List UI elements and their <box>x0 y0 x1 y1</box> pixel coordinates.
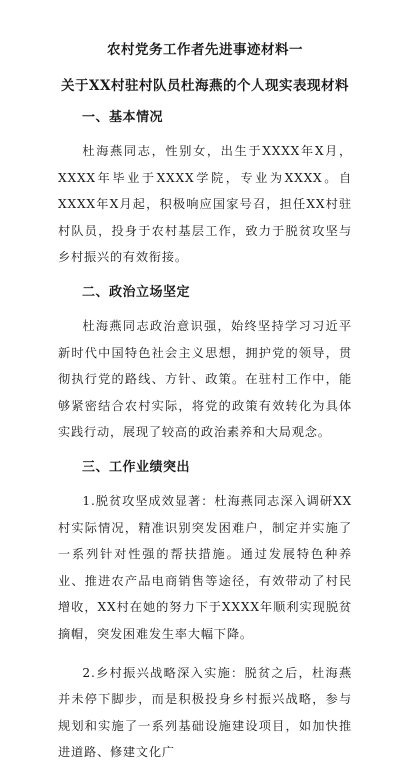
document-title-line1: 农村党务工作者先进事迹材料一 <box>107 42 303 58</box>
body-paragraph: 2.乡村振兴战略深入实施：脱贫之后，杜海燕并未停下脚步，而是积极投身乡村振兴战略，参与规划和实施了一系列基础设施建设项目，如加快推进道路、修建文化广 <box>58 665 352 760</box>
section-heading: 一、基本情况 <box>82 110 164 125</box>
body-paragraph: 杜海燕同志，性别女，出生于XXXX年X月，XXXX年毕业于XXXX学院，专业为XXXX。自XXXX年X月起，积极响应国家号召，担任XX村驻村队员，投身于农村基层工作，致力于脱贫攻坚与乡村振兴的有效衔接。 <box>58 144 352 265</box>
section-political-stance <box>58 283 352 446</box>
section-heading: 三、工作业绩突出 <box>82 459 191 475</box>
section-basic-info <box>58 108 352 271</box>
body-paragraph: 杜海燕同志政治意识强，始终坚持学习习近平新时代中国特色社会主义思想，拥护党的领导，贯彻执行党的路线、方针、政策。在驻村工作中，能够紧密结合农村实际，将党的政策有效转化为具体实践行动，展现了较高的政治素养和大局观念。 <box>58 318 352 440</box>
body-paragraph: 1.脱贫攻坚成效显著：杜海燕同志深入调研XX村实际情况，精准识别突发困难户，制定并实施了一系列针对性强的帮扶措施。通过发展特色种养业、推进农产品电商销售等途径，有效带动了村民增收，XX村在她的努力下于XXXX年顺利实现脱贫摘帽，突发困难发生率大幅下降。 <box>58 493 352 641</box>
section-heading: 二、政治立场坚定 <box>82 284 191 300</box>
document-title-line2: 关于XX村驻村队员杜海燕的个人现实表现材料 <box>61 78 349 94</box>
section-work-achievements <box>58 458 352 766</box>
